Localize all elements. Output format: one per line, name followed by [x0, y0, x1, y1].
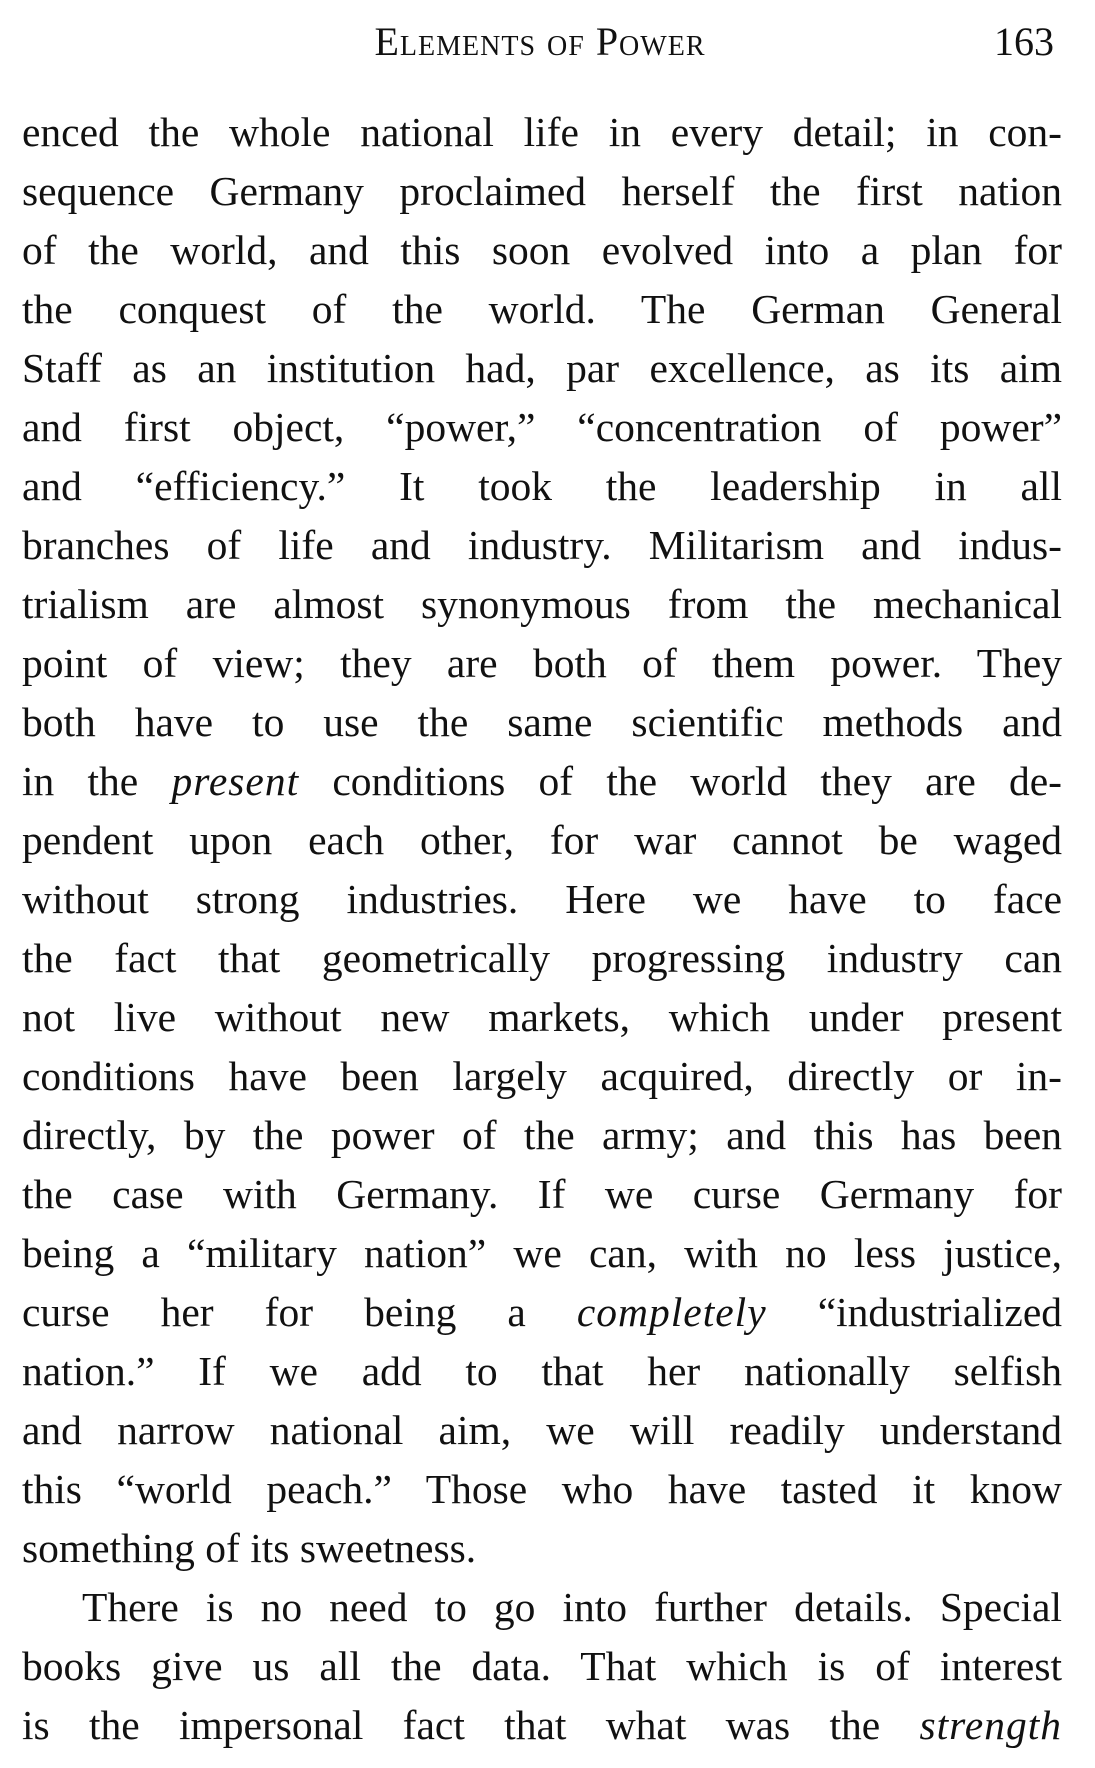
text-line: this “world peach.” Those who have tasted it know [22, 1466, 1062, 1512]
text-line: sequence Germany proclaimed herself the first nation [22, 168, 1062, 214]
body-text [22, 103, 1062, 1755]
text-line: both have to use the same scientific methods and [22, 699, 1062, 745]
text-line: not live without new markets, which under present [22, 994, 1062, 1040]
text-run: conditions of the world they are de- [299, 758, 1062, 804]
text-line: There is no need to go into further details. Special [82, 1584, 1062, 1630]
italic-text: completely [576, 1289, 767, 1335]
text-line: and narrow national aim, we will readily understand [22, 1407, 1062, 1453]
text-line: point of view; they are both of them power. They [22, 640, 1062, 686]
text-line: something of its sweetness. [22, 1525, 477, 1571]
text-line: pendent upon each other, for war cannot be waged [22, 817, 1062, 863]
text-line [22, 1696, 1062, 1755]
text-line: the case with Germany. If we curse Germany for [22, 1171, 1062, 1217]
text-line: enced the whole national life in every detail; in con- [22, 109, 1062, 155]
italic-text: present [171, 758, 300, 804]
text-run: in the [22, 758, 172, 804]
paragraph-2 [22, 1578, 1062, 1755]
text-line: directly, by the power of the army; and this has been [22, 1112, 1062, 1158]
text-line: without strong industries. Here we have to face [22, 876, 1062, 922]
text-line: conditions have been largely acquired, directly or in- [22, 1053, 1062, 1099]
text-line: books give us all the data. That which is of interest [22, 1643, 1062, 1689]
text-line: trialism are almost synonymous from the mechanical [22, 581, 1062, 627]
text-line: the conquest of the world. The German General [22, 286, 1062, 332]
text-line: and first object, “power,” “concentration of power” [22, 404, 1062, 450]
text-line [22, 1283, 1062, 1342]
running-head [20, 14, 1060, 70]
text-run: “industrialized [766, 1289, 1062, 1335]
text-line: nation.” If we add to that her nationally selfish [22, 1348, 1062, 1394]
text-line: the fact that geometrically progressing industry can [22, 935, 1062, 981]
text-run: is the impersonal fact that what was the [22, 1702, 920, 1748]
paragraph-1 [22, 103, 1062, 1578]
italic-text: strength [919, 1702, 1062, 1748]
running-title: Elements of Power [374, 19, 706, 64]
text-line: Staff as an institution had, par excellence, as its aim [22, 345, 1062, 391]
text-line [22, 752, 1062, 811]
page-number: 163 [994, 19, 1054, 64]
text-line: branches of life and industry. Militarism and indus- [22, 522, 1062, 568]
text-line: and “efficiency.” It took the leadership in all [22, 463, 1062, 509]
text-line: being a “military nation” we can, with no less justice, [22, 1230, 1062, 1276]
text-line: of the world, and this soon evolved into a plan for [22, 227, 1062, 273]
text-run: curse her for being a [22, 1289, 577, 1335]
